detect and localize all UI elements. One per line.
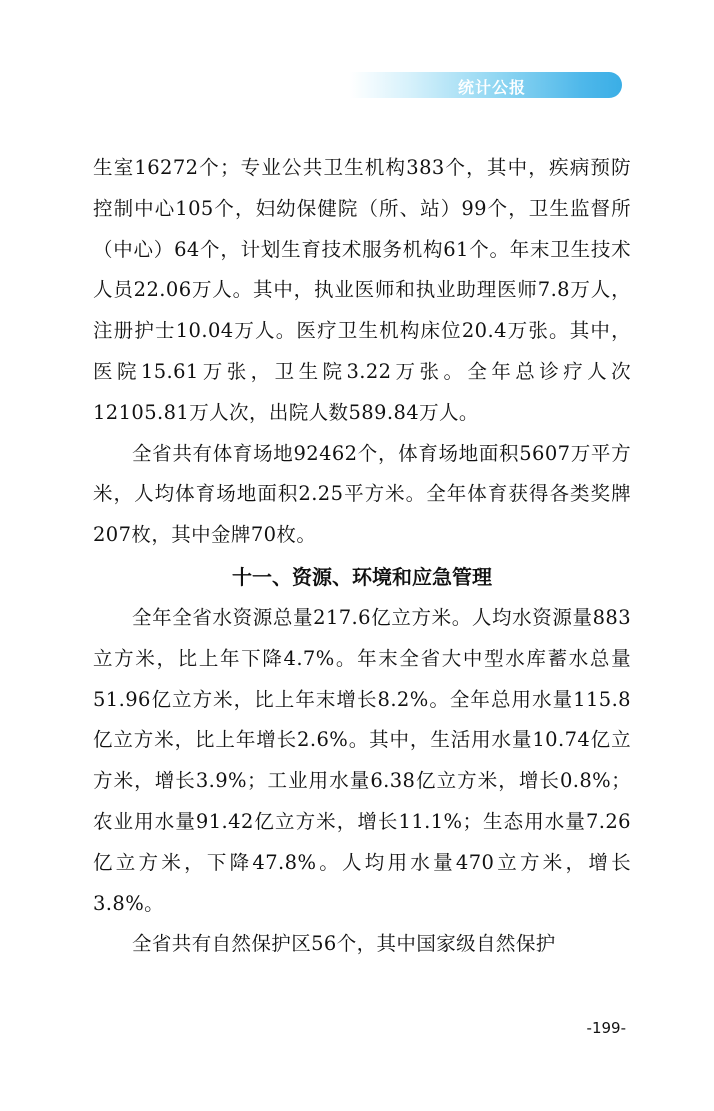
page-number: -199- — [586, 1019, 626, 1037]
paragraph-water-resources: 全年全省水资源总量217.6亿立方米。人均水资源量883立方米，比上年下降4.7%。年末全省大中型水库蓄水总量51.96亿立方米，比上年末增长8.2%。全年总用水量115.8亿立方米，比上年增长2.6%。其中，生活用水量10.74亿立方米，增长3.9%；工业用水量6.38亿立方米，增长0.8%；农业用水量91.42亿立方米，增长11.1%；生态用水量7.26亿立方米，下降47.8%。人均用水量470立方米，增长3.8%。 — [93, 605, 631, 915]
section-heading: 十一、资源、环境和应急管理 — [232, 564, 492, 589]
article-body — [93, 148, 631, 965]
header-section-label: 统计公报 — [457, 78, 526, 97]
header-section-tab — [350, 72, 622, 98]
paragraph-sports: 全省共有体育场地92462个，体育场地面积5607万平方米，人均体育场地面积2.25平方米。全年体育获得各类奖牌207枚，其中金牌70枚。 — [93, 441, 631, 547]
paragraph-nature-reserves: 全省共有自然保护区56个，其中国家级自然保护 — [132, 932, 556, 956]
paragraph-health-facilities: 生室16272个；专业公共卫生机构383个，其中，疾病预防控制中心105个，妇幼保健院（所、站）99个，卫生监督所（中心）64个，计划生育技术服务机构61个。年末卫生技术人员22.06万人。其中，执业医师和执业助理医师7.8万人，注册护士10.04万人。医疗卫生机构床位20.4万张。其中，医院15.61万张，卫生院3.22万张。全年总诊疗人次12105.81万人次，出院人数589.84万人。 — [93, 156, 631, 424]
